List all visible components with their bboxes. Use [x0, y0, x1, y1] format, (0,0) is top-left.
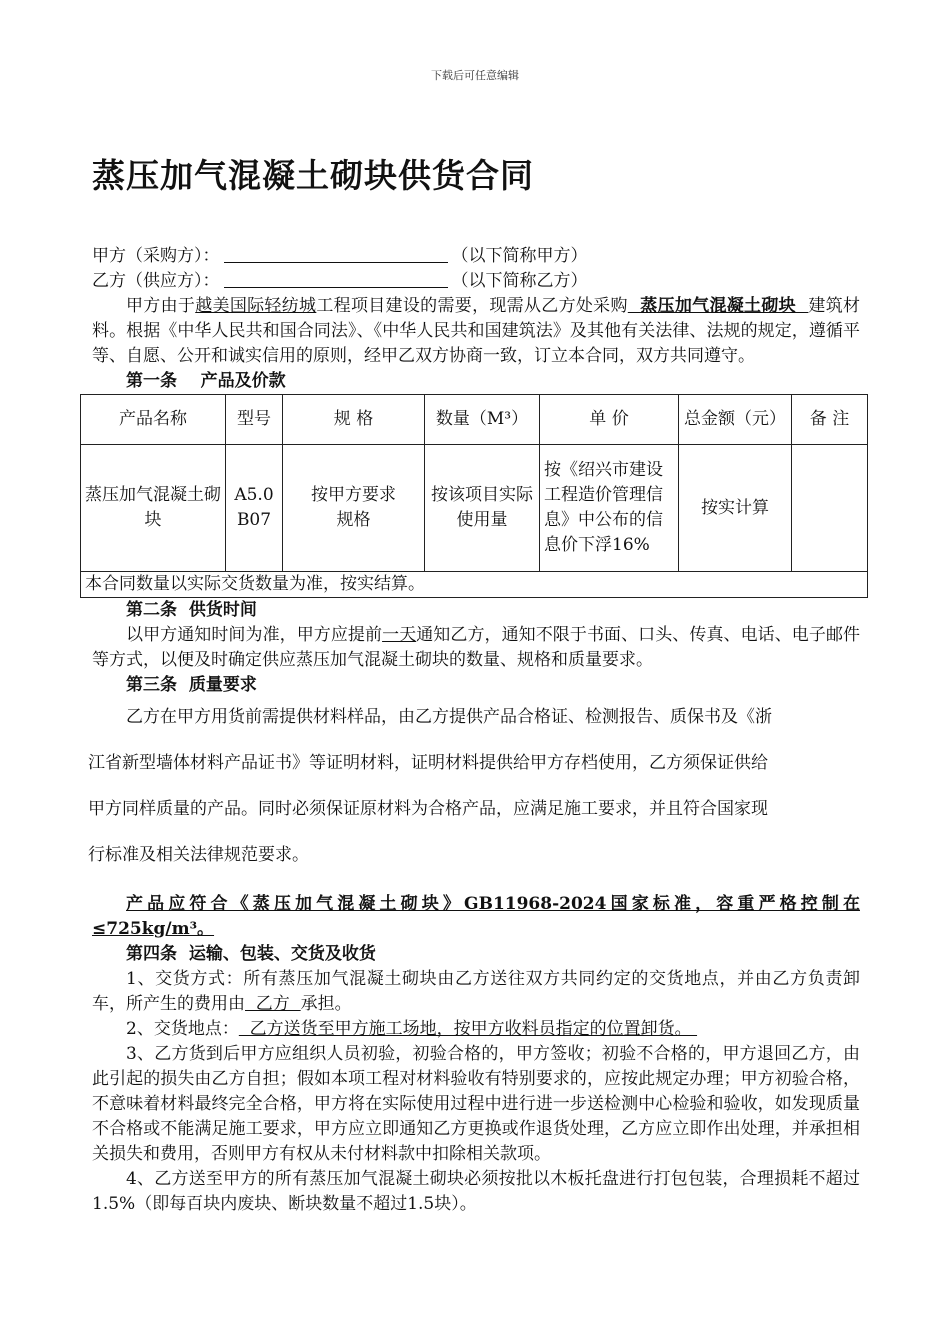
article3-line: 乙方在甲方用货前需提供材料样品，由乙方提供产品合格证、检测报告、质保书及《浙: [126, 707, 772, 727]
table-header: 型号: [226, 395, 283, 445]
party-a-label: 甲方（采购方）：: [92, 246, 220, 266]
item1-text: 1、交货方式：所有蒸压加气混凝土砌块由乙方送往双方共同约定的交货地点，并由乙方负责卸车，所产生的费用由: [92, 969, 860, 1014]
document-title: 蒸压加气混凝土砌块供货合同: [92, 156, 534, 195]
party-b-blank[interactable]: [224, 269, 448, 288]
article4-item1: [92, 967, 860, 1017]
article4-item3: 3、乙方货到后甲方应组织人员初验，初验合格的，甲方签收；初验不合格的，甲方退回乙方，由此引起的损失由乙方自担；假如本项工程对材料验收有特别要求的，应按此规定办理；甲方初验合格，不意味着材料最终完全合格，甲方将在实际使用过程中进行进一步送检测中心检验和验收，如发现质量不合格或不能满足施工要求，甲方应立即通知乙方更换或作退货处理，乙方应立即作出处理，并承担相关损失和费用，否则甲方有权从未付材料款中扣除相关款项。: [92, 1044, 860, 1164]
contract-body: [85, 244, 861, 1217]
party-a-line: [92, 244, 860, 269]
party-b-suffix: （以下简称乙方）: [451, 271, 588, 291]
table-header: 单 价: [540, 395, 679, 445]
table-note: 本合同数量以实际交货数量为准，按实结算。: [81, 572, 868, 598]
item2-label: 2、交货地点：: [126, 1019, 239, 1039]
table-header: 总金额（元）: [679, 395, 792, 445]
article4-heading: 第四条 运输、包装、交货及收货: [126, 944, 376, 964]
article2-text-2: 通知乙方，通知不限于书面、口头、传真、电话、电子邮件等方式，以便及时确定供应蒸压加气混凝土砌块的数量、规格和质量要求。: [92, 625, 861, 670]
article3-line: 行标准及相关法律规范要求。: [88, 845, 309, 865]
header-note: 下载后可任意编辑: [431, 69, 519, 82]
article3-heading: 第三条 质量要求: [126, 675, 257, 695]
table-header: 规 格: [283, 395, 425, 445]
intro-text-1: 甲方由于: [126, 296, 196, 316]
article2-text-1: 以甲方通知时间为准，甲方应提前: [126, 625, 383, 645]
table-header-row: [81, 395, 868, 445]
article3-line: 江省新型墙体材料产品证书》等证明材料，证明材料提供给甲方存档使用，乙方须保证供给: [88, 753, 768, 773]
intro-text-2: 工程项目建设的需要，现需从乙方处采购: [316, 296, 628, 316]
party-b-label: 乙方（供应方）：: [92, 271, 220, 291]
article3-body: [88, 694, 860, 878]
table-row: [81, 445, 868, 572]
article3-line: 甲方同样质量的产品。同时必须保证原材料为合格产品，应满足施工要求，并且符合国家现: [88, 799, 768, 819]
item1-text-end: 承担。: [300, 994, 352, 1014]
notice-days: 一天: [382, 625, 417, 645]
project-name: 越美国际轻纺城: [195, 296, 317, 316]
table-note-row: [81, 572, 868, 598]
article2-paragraph: [92, 623, 860, 673]
party-b-line: [92, 269, 860, 294]
article1-heading: 第一条 产品及价款: [126, 371, 286, 391]
party-a-suffix: （以下简称甲方）: [451, 246, 588, 266]
table-cell: [792, 445, 868, 572]
table-cell: 按《绍兴市建设工程造价管理信息》中公布的信息价下浮16%: [540, 445, 679, 572]
intro-text-3: 建筑材料。根据《中华人民共和国合同法》、《中华人民共和国建筑法》及其他有关法律、法规的规定，遵循平等、自愿、公开和诚实信用的原则，经甲乙双方协商一致，订立本合同，双方共同遵守。: [92, 296, 861, 366]
table-header: 产品名称: [81, 395, 226, 445]
table-header: 备 注: [792, 395, 868, 445]
material-name: 蒸压加气混凝土砌块: [627, 296, 809, 316]
table-cell: 按该项目实际使用量: [425, 445, 540, 572]
item1-party: 乙方: [245, 994, 301, 1014]
table-header: 数量（M³）: [425, 395, 540, 445]
table-cell: 按实计算: [679, 445, 792, 572]
table-cell: 按甲方要求规格: [283, 445, 425, 572]
article4-item2: [92, 1017, 860, 1042]
table-cell: A5.0 B07: [226, 445, 283, 572]
table-cell: 蒸压加气混凝土砌块: [81, 445, 226, 572]
quality-standard: 产品应符合《蒸压加气混凝土砌块》GB11968-2024国家标准，容重严格控制在≤725kg/m³。: [92, 894, 860, 939]
product-price-table: [80, 394, 868, 598]
article4-item4: 4、乙方送至甲方的所有蒸压加气混凝土砌块必须按批以木板托盘进行打包包装，合理损耗不超过1.5%（即每百块内废块、断块数量不超过1.5块）。: [92, 1169, 860, 1214]
party-a-blank[interactable]: [224, 244, 448, 263]
intro-paragraph: [92, 294, 860, 369]
item2-value: 乙方送货至甲方施工场地，按甲方收料员指定的位置卸货。: [238, 1019, 698, 1039]
article2-heading: 第二条 供货时间: [126, 600, 257, 620]
